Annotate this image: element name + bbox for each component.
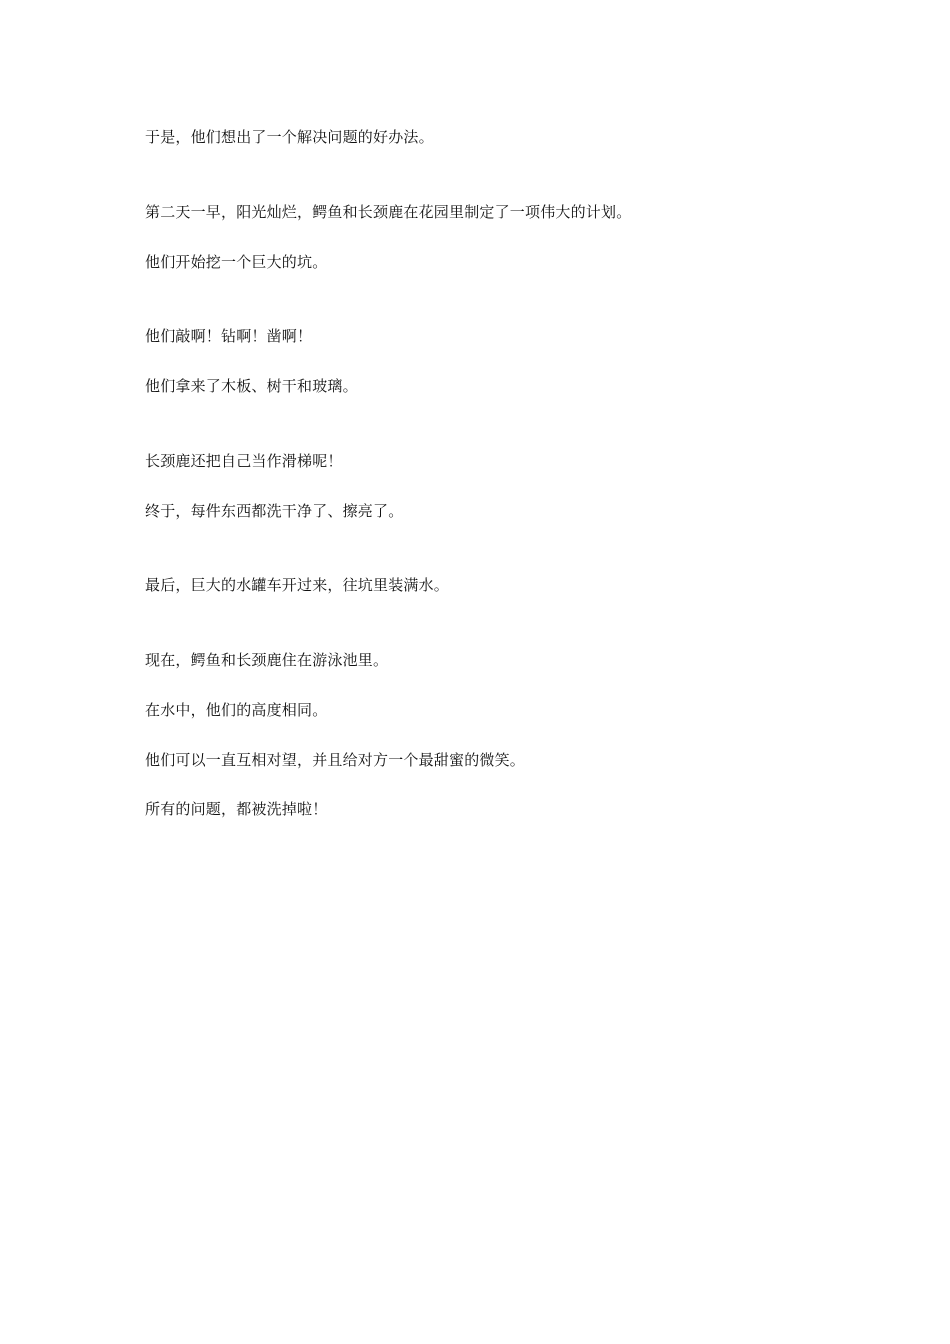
paragraph-9: 现在，鳄鱼和长颈鹿住在游泳池里。 — [145, 651, 389, 669]
paragraph-3: 他们开始挖一个巨大的坑。 — [145, 253, 328, 271]
paragraph-4: 他们敲啊！钻啊！凿啊！ — [145, 327, 313, 345]
paragraph-6: 长颈鹿还把自己当作滑梯呢！ — [145, 452, 343, 470]
paragraph-7: 终于，每件东西都洗干净了、擦亮了。 — [145, 502, 404, 520]
paragraph-12: 所有的问题，都被洗掉啦！ — [145, 800, 328, 818]
paragraph-2: 第二天一早，阳光灿烂，鳄鱼和长颈鹿在花园里制定了一项伟大的计划。 — [145, 203, 632, 221]
paragraph-11: 他们可以一直互相对望，并且给对方一个最甜蜜的微笑。 — [145, 751, 526, 769]
paragraph-10: 在水中，他们的高度相同。 — [145, 701, 328, 719]
paragraph-5: 他们拿来了木板、树干和玻璃。 — [145, 377, 358, 395]
paragraph-8: 最后，巨大的水罐车开过来，往坑里装满水。 — [145, 576, 450, 594]
paragraph-1: 于是，他们想出了一个解决问题的好办法。 — [145, 128, 434, 146]
